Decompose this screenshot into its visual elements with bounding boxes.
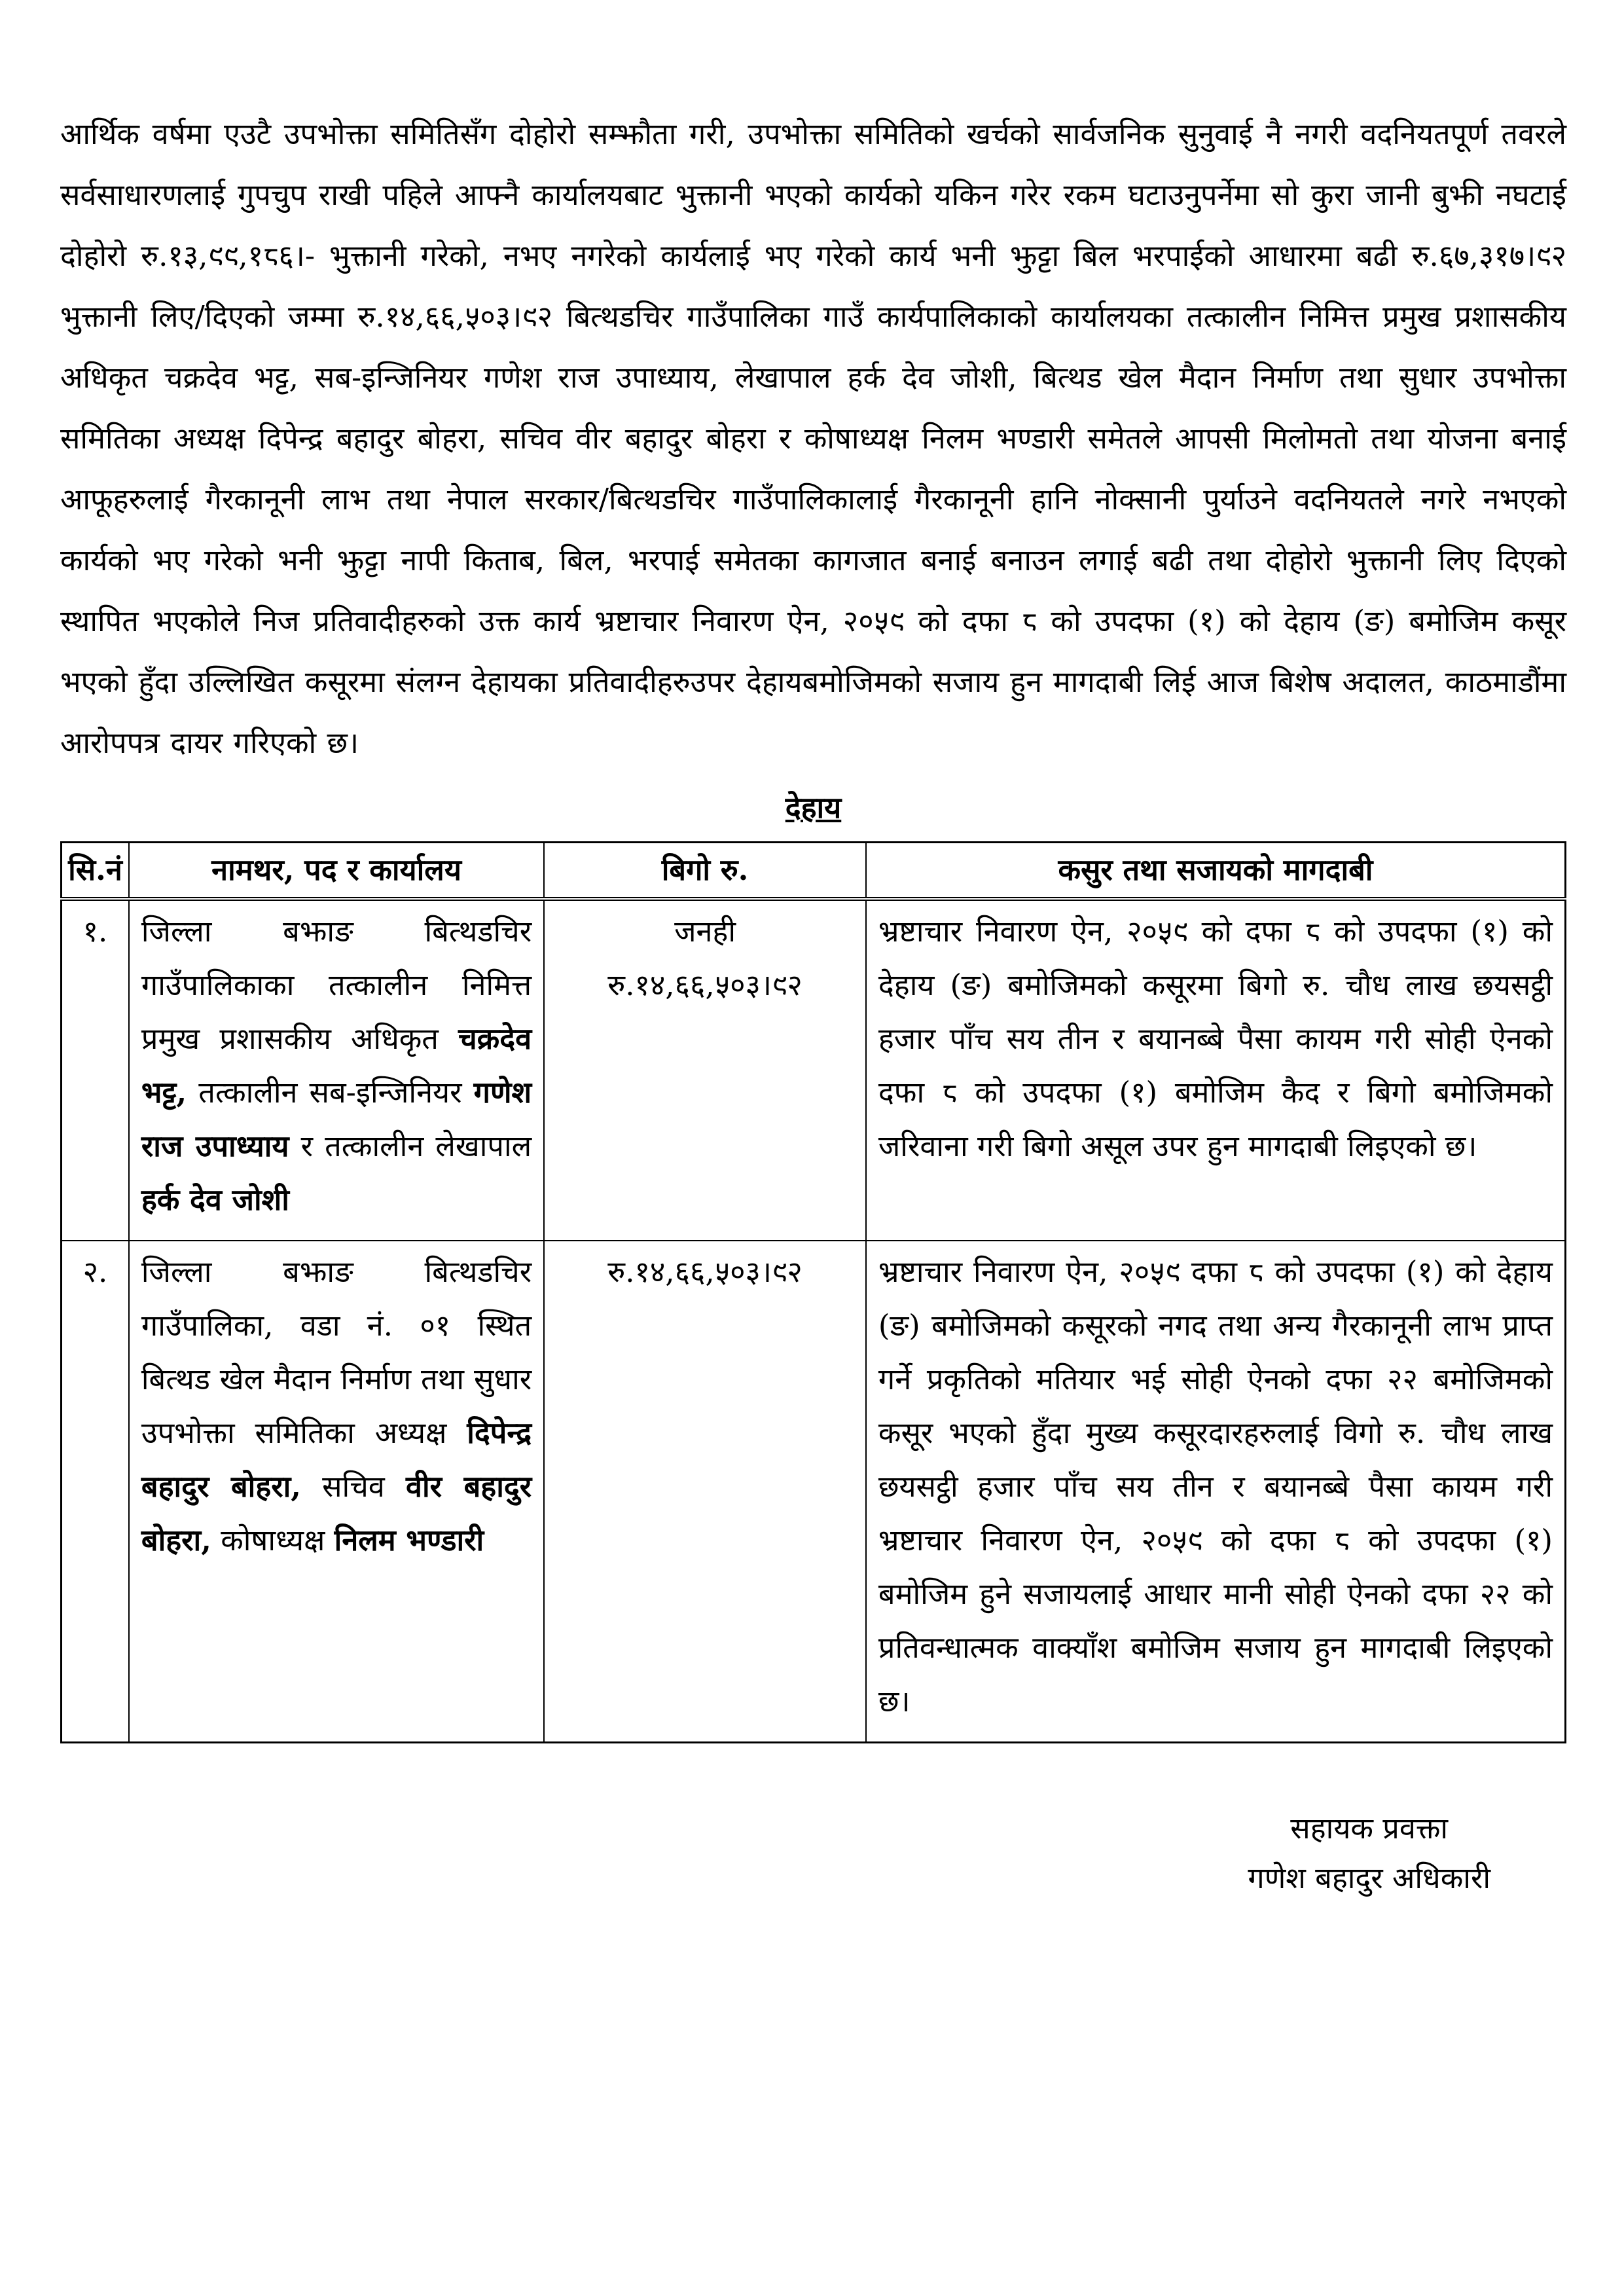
charge-sheet-table <box>60 841 1566 1743</box>
header-charge-demand: कसुर तथा सजायको मागदाबी <box>866 843 1566 900</box>
row1-amount <box>544 899 866 1241</box>
row2-name-post-office: जिल्ला बझाङ बित्थडचिर गाउँपालिका, वडा नं. ०१ स्थित बित्थड खेल मैदान निर्माण तथा सुधार उपभोक्ता समितिका अध्यक्ष दिपेन्द्र बहादुर बोहरा, सचिव वीर बहादुर बोहरा, कोषाध्यक्ष निलम भण्डारी <box>129 1241 544 1743</box>
header-amount: बिगो रु. <box>544 843 866 900</box>
signatory-name: गणेश बहादुर अधिकारी <box>1248 1861 1490 1895</box>
signature-inner <box>1248 1804 1490 1903</box>
table-header-row <box>62 843 1566 900</box>
row2-amount <box>544 1241 866 1743</box>
row2-charge-demand: भ्रष्टाचार निवारण ऐन, २०५९ दफा ८ को उपदफा (१) को देहाय (ङ) बमोजिमको कसूरको नगद तथा अन्य गैरकानूनी लाभ प्राप्त गर्ने प्रकृतिको मतियार भई सोही ऐनको दफा २२ बमोजिमको कसूर भएको हुँदा मुख्य कसूरदारहरुलाई विगो रु. चौध लाख छयसट्ठी हजार पाँच सय तीन र बयानब्बे पैसा कायम गरी भ्रष्टाचार निवारण ऐन, २०५९ को दफा ८ को उपदफा (१) बमोजिम हुने सजायलाई आधार मानी सोही ऐनको दफा २२ को प्रतिवन्धात्मक वाक्याँश बमोजिम सजाय हुन मागदाबी लिइएको छ। <box>866 1241 1566 1743</box>
table-title: देहाय <box>785 790 842 825</box>
table-row <box>62 1241 1566 1743</box>
row1-amount-label: जनही <box>674 914 736 949</box>
row1-serial-number: १. <box>62 899 129 1241</box>
row1-amount-value: रु.१४,६६,५०३।९२ <box>607 968 803 1002</box>
signature-block <box>60 1804 1490 1903</box>
row2-serial-number: २. <box>62 1241 129 1743</box>
signatory-title: सहायक प्रवक्ता <box>1290 1811 1449 1846</box>
row2-amount-value: रु.१४,६६,५०३।९२ <box>607 1254 803 1289</box>
table-row <box>62 899 1566 1241</box>
row1-charge-demand: भ्रष्टाचार निवारण ऐन, २०५९ को दफा ८ को उपदफा (१) को देहाय (ङ) बमोजिमको कसूरमा बिगो रु. चौध लाख छयसट्ठी हजार पाँच सय तीन र बयानब्बे पैसा कायम गरी सोही ऐनको दफा ८ को उपदफा (१) बमोजिम कैद र बिगो बमोजिमको जरिवाना गरी बिगो असूल उपर हुन मागदाबी लिइएको छ। <box>866 899 1566 1241</box>
header-name-post-office: नामथर, पद र कार्यालय <box>129 843 544 900</box>
intro-paragraph: आर्थिक वर्षमा एउटै उपभोक्ता समितिसँग दोहोरो सम्झौता गरी, उपभोक्ता समितिको खर्चको सार्वजनिक सुनुवाई नै नगरी वदनियतपूर्ण तवरले सर्वसाधारणलाई गुपचुप राखी पहिले आफ्नै कार्यालयबाट भुक्तानी भएको कार्यको यकिन गरेर रकम घटाउनुपर्नेमा सो कुरा जानी बुझी नघटाई दोहोरो रु.१३,९९,१८६।- भुक्तानी गरेको, नभए नगरेको कार्यलाई भए गरेको कार्य भनी झुट्टा बिल भरपाईको आधारमा बढी रु.६७,३१७।९२ भुक्तानी लिए/दिएको जम्मा रु.१४,६६,५०३।९२ बित्थडचिर गाउँपालिका गाउँ कार्यपालिकाको कार्यालयका तत्कालीन निमित्त प्रमुख प्रशासकीय अधिकृत चक्रदेव भट्ट, सब-इन्जिनियर गणेश राज उपाध्याय, लेखापाल हर्क देव जोशी, बित्थड खेल मैदान निर्माण तथा सुधार उपभोक्ता समितिका अध्यक्ष दिपेन्द्र बहादुर बोहरा, सचिव वीर बहादुर बोहरा र कोषाध्यक्ष निलम भण्डारी समेतले आपसी मिलोमतो तथा योजना बनाई आफूहरुलाई गैरकानूनी लाभ तथा नेपाल सरकार/बित्थडचिर गाउँपालिकालाई गैरकानूनी हानि नोक्सानी पुर्याउने वदनियतले नगरे नभएको कार्यको भए गरेको भनी झुट्टा नापी किताब, बिल, भरपाई समेतका कागजात बनाई बनाउन लगाई बढी तथा दोहोरो भुक्तानी लिए दिएको स्थापित भएकोले निज प्रतिवादीहरुको उक्त कार्य भ्रष्टाचार निवारण ऐन, २०५९ को दफा ८ को उपदफा (१) को देहाय (ङ) बमोजिम कसूर भएको हुँदा उल्लिखित कसूरमा संलग्न देहायका प्रतिवादीहरुउपर देहायबमोजिमको सजाय हुन मागदाबी लिई आज बिशेष अदालत, काठमाडौंमा आरोपपत्र दायर गरिएको छ। <box>60 117 1566 760</box>
row1-name-post-office: जिल्ला बझाङ बित्थडचिर गाउँपालिकाका तत्कालीन निमित्त प्रमुख प्रशासकीय अधिकृत चक्रदेव भट्ट, तत्कालीन सब-इन्जिनियर गणेश राज उपाध्याय र तत्कालीन लेखापाल हर्क देव जोशी <box>129 899 544 1241</box>
header-serial-number: सि.नं <box>62 843 129 900</box>
